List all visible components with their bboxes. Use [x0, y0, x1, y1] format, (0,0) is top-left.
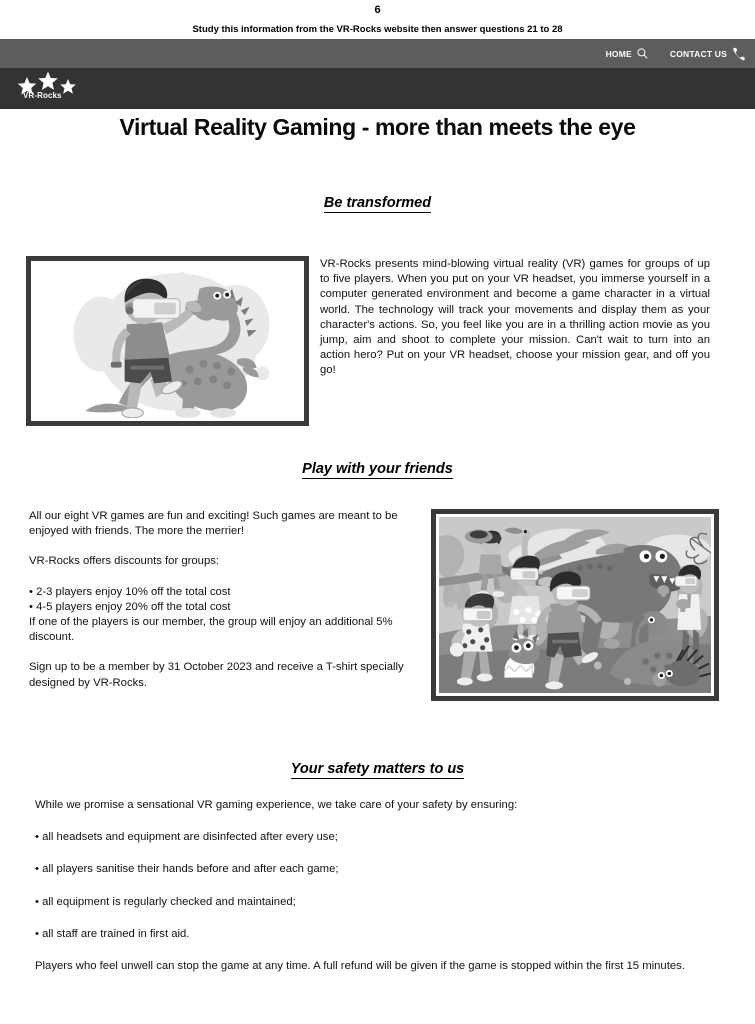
- site-logo-name: VR-Rocks: [23, 91, 62, 100]
- section-heading-play-with-friends: [0, 461, 755, 477]
- paragraph-refund-note: Players who feel unwell can stop the game at any time. A full refund will be given if the game is stopped within the first 15 minutes.: [35, 960, 685, 973]
- section-heading-be-transformed: [0, 195, 755, 211]
- spacer: [29, 645, 409, 660]
- spacer: [29, 570, 409, 585]
- discount-bullet-1: • 2-3 players enjoy 10% off the total cost: [29, 585, 231, 598]
- spacer: [35, 845, 725, 862]
- exam-instruction: Study this information from the VR-Rocks website then answer questions 21 to 28: [192, 24, 563, 35]
- spacer: [29, 539, 409, 554]
- page-number: 6: [374, 4, 381, 16]
- nav-link-contact-us[interactable]: [670, 47, 745, 61]
- paragraph-be-transformed: VR-Rocks presents mind-blowing virtual reality (VR) games for groups of up to five players. When you put on your VR headset, you immerse yourself in a computer generated environment and become a game character in a virtual world. The technology will track your movements and display them as your character's actions. So, you feel like you are in a thrilling action movie as you jump, aim and shoot to complete your mission. Can't wait to turn into an action hero? Put on your VR headset, choose your mission gear, and off you go!: [320, 258, 710, 377]
- figure-boy-with-dinosaur-art: [34, 264, 301, 418]
- paragraph-safety-lead: While we promise a sensational VR gaming experience, we take care of your safety by ensuring:: [35, 799, 518, 811]
- safety-bullet-1: • all headsets and equipment are disinfected after every use;: [35, 831, 338, 844]
- figure-boy-with-dinosaur: [26, 256, 309, 426]
- figure-jungle-vr-party-art: [439, 517, 711, 693]
- safety-bullet-2: • all players sanitise their hands before and after each game;: [35, 863, 339, 876]
- section-heading-safety: [0, 761, 755, 777]
- paragraph-discount-lead: VR-Rocks offers discounts for groups:: [29, 555, 220, 568]
- spacer: [35, 910, 725, 927]
- search-icon[interactable]: [637, 48, 648, 59]
- figure-matte: [31, 261, 304, 421]
- safety-bullet-3: • all equipment is regularly checked and maintained;: [35, 895, 296, 908]
- site-logo[interactable]: [14, 69, 100, 109]
- spacer: [35, 942, 725, 959]
- figure-jungle-vr-party: [431, 509, 719, 701]
- three-stars-icon: [14, 71, 86, 93]
- section-heading-play-with-friends-label: Play with your friends: [302, 461, 453, 477]
- friends-text-block: [29, 509, 409, 691]
- paragraph-friends-intro: All our eight VR games are fun and exciting! Such games are meant to be enjoyed with friends. The more the merrier!: [29, 510, 398, 538]
- paragraph-signup: Sign up to be a member by 31 October 2023 and receive a T-shirt specially designed by VR-Rocks.: [29, 661, 404, 689]
- nav-link-home-label: HOME: [605, 48, 632, 59]
- site-top-navbar: [0, 39, 755, 68]
- safety-text-block: [35, 798, 725, 974]
- nav-links-group: [606, 39, 745, 68]
- safety-bullet-4: • all staff are trained in first aid.: [35, 927, 190, 940]
- section-heading-be-transformed-label: Be transformed: [323, 195, 432, 211]
- site-logo-bar: [0, 68, 755, 109]
- paragraph-member-note: If one of the players is our member, the group will enjoy an additional 5% discount.: [29, 616, 393, 644]
- nav-link-contact-us-label: CONTACT US: [669, 48, 727, 59]
- figure-matte: [436, 514, 714, 696]
- section-heading-safety-label: Your safety matters to us: [290, 761, 465, 777]
- discount-bullet-2: • 4-5 players enjoy 20% off the total cost: [29, 600, 231, 613]
- page-title: Virtual Reality Gaming - more than meets the eye: [119, 114, 636, 140]
- spacer: [35, 813, 725, 830]
- phone-icon[interactable]: [732, 47, 745, 61]
- nav-link-home[interactable]: [606, 48, 648, 59]
- spacer: [35, 878, 725, 895]
